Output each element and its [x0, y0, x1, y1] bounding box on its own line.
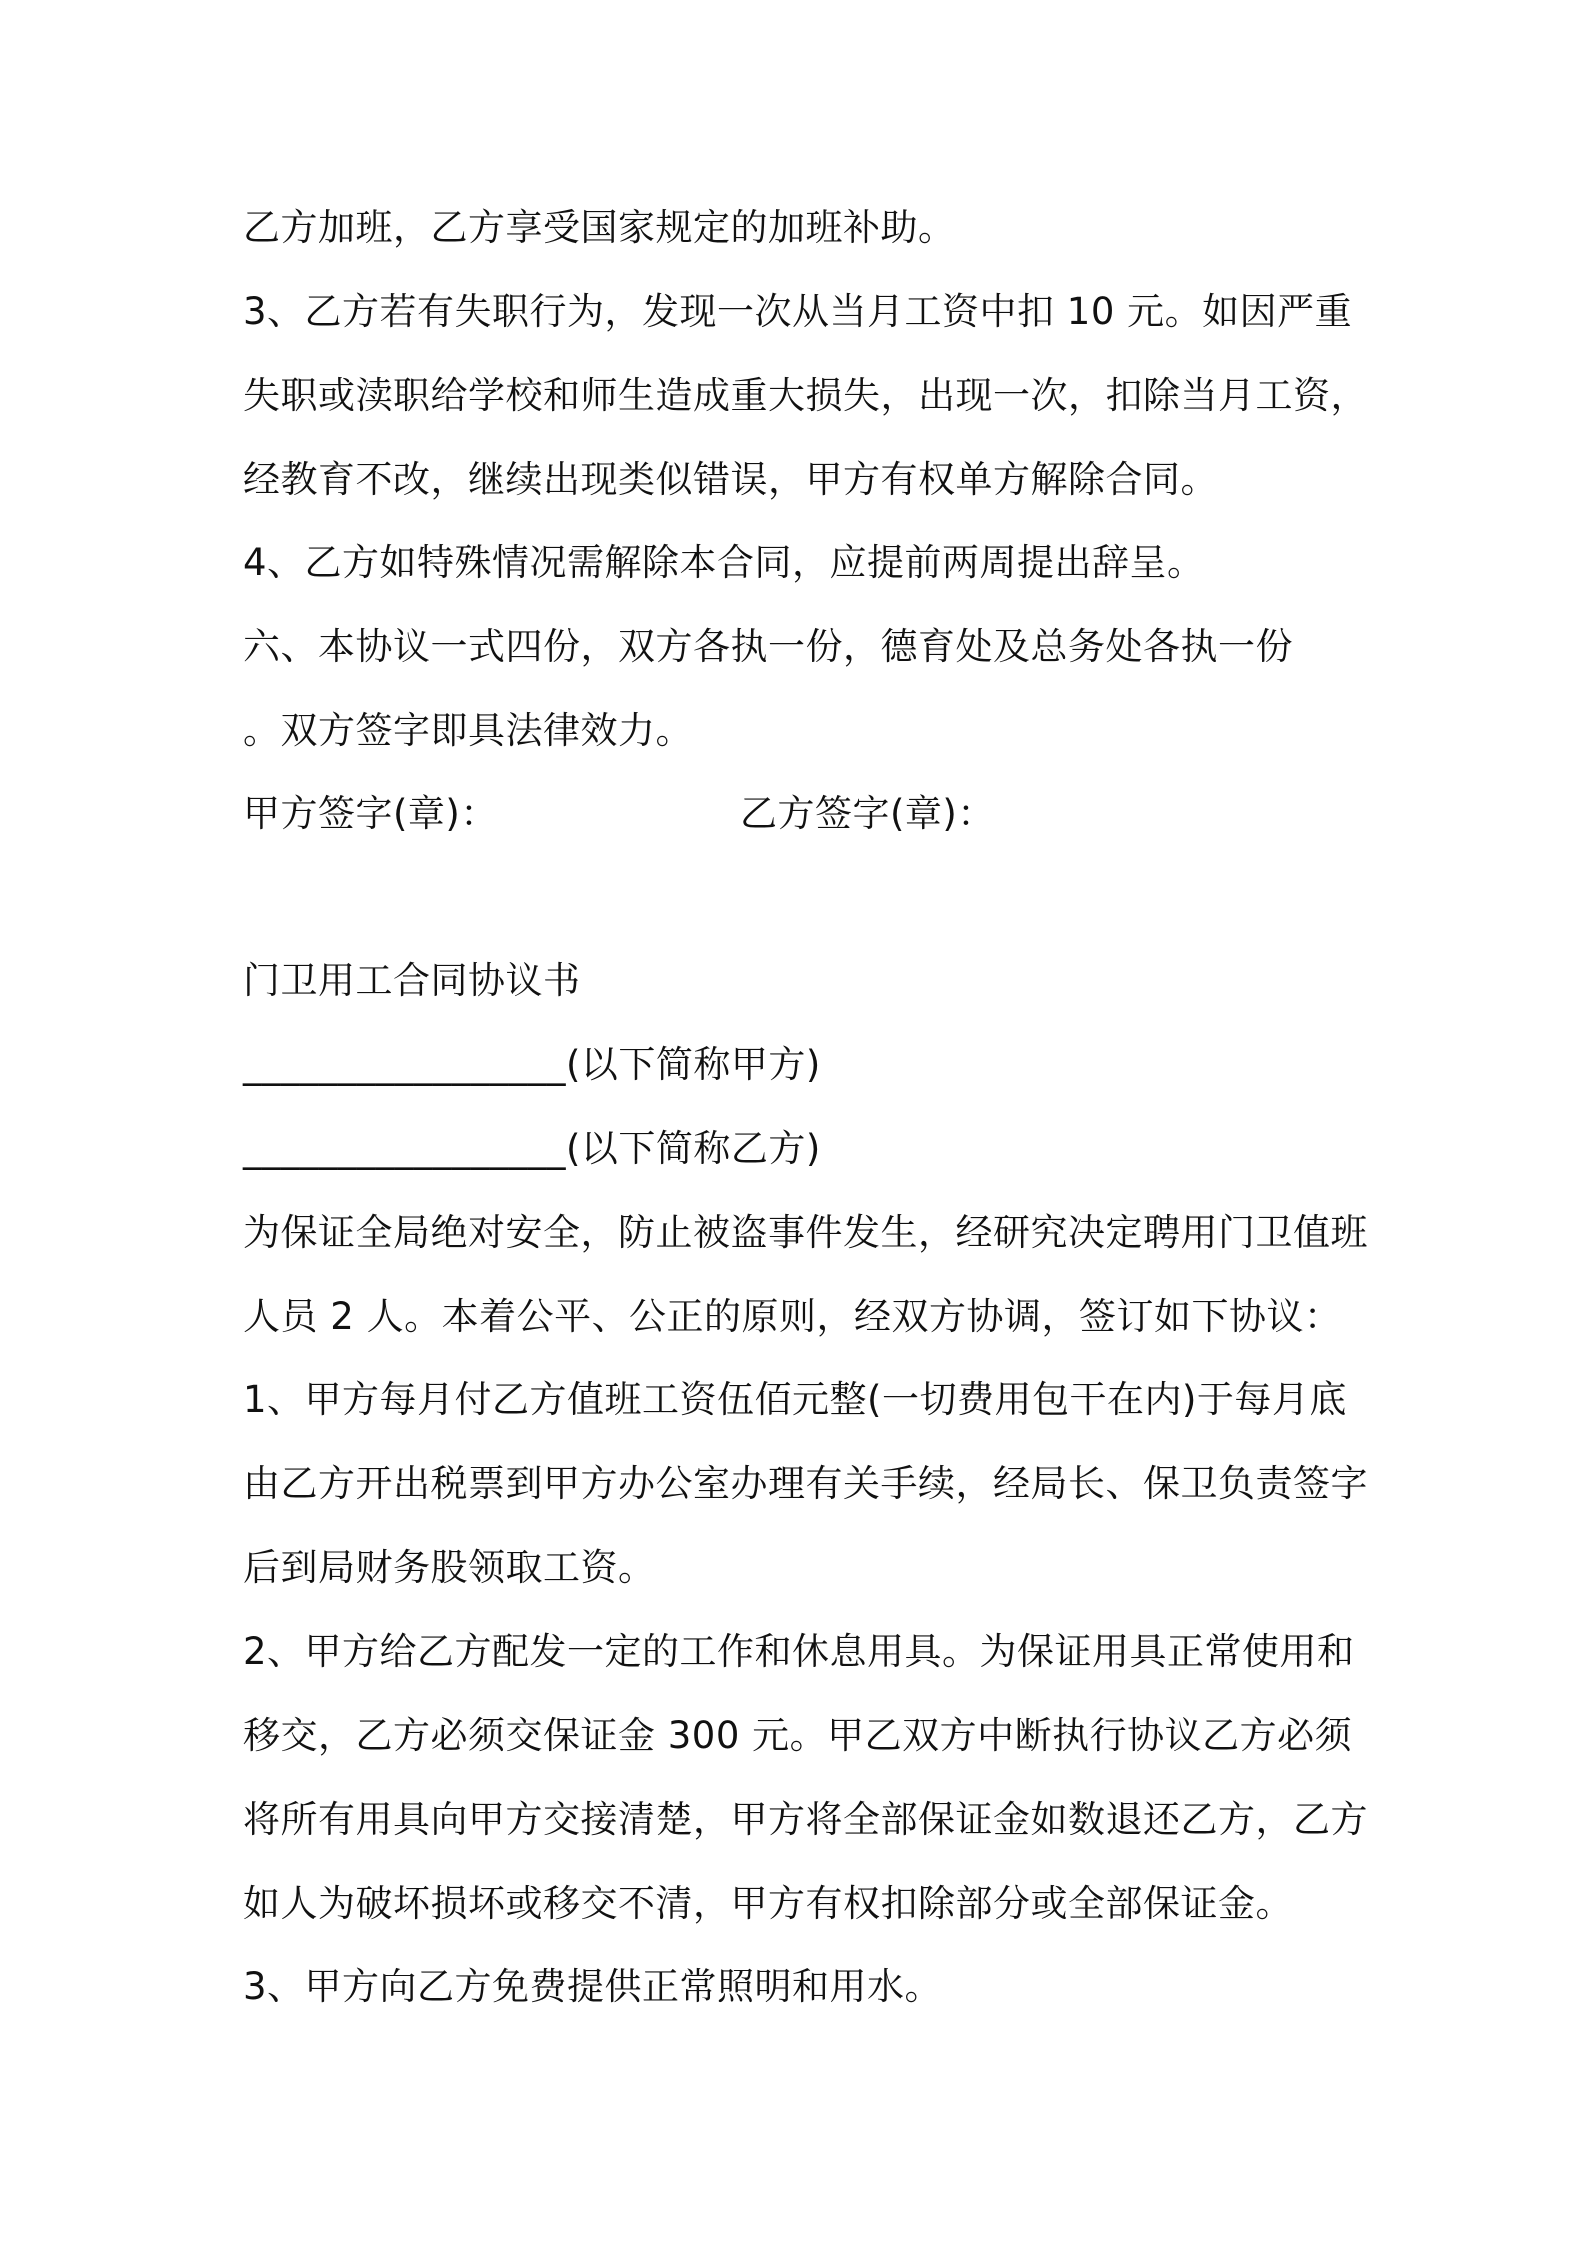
body-line: 人员 2 人。本着公平、公正的原则，经双方协调，签订如下协议： [243, 1295, 1342, 1338]
party-b-signature-label: 乙方签字(章)： [740, 792, 995, 835]
body-line: 如人为破坏损坏或移交不清，甲方有权扣除部分或全部保证金。 [243, 1882, 1293, 1925]
text-line: 经教育不改，继续出现类似错误，甲方有权单方解除合同。 [243, 458, 1218, 501]
body-line: 后到局财务股领取工资。 [243, 1546, 656, 1589]
body-line: 将所有用具向甲方交接清楚，甲方将全部保证金如数退还乙方，乙方 [243, 1798, 1368, 1841]
party-b-line: _________________(以下简称乙方) [243, 1127, 821, 1170]
text-line: 。双方签字即具法律效力。 [243, 709, 693, 752]
body-line: 由乙方开出税票到甲方办公室办理有关手续，经局长、保卫负责签字 [243, 1462, 1368, 1505]
section-title: 门卫用工合同协议书 [243, 959, 581, 1002]
text-line: 3、乙方若有失职行为，发现一次从当月工资中扣 10 元。如因严重 [243, 290, 1353, 333]
text-line: 失职或渎职给学校和师生造成重大损失，出现一次，扣除当月工资， [243, 374, 1368, 417]
party-a-signature-label: 甲方签字(章)： [243, 792, 498, 835]
text-line: 乙方加班，乙方享受国家规定的加班补助。 [243, 206, 956, 249]
body-line: 1、甲方每月付乙方值班工资伍佰元整(一切费用包干在内)于每月底 [243, 1378, 1347, 1421]
body-line: 为保证全局绝对安全，防止被盗事件发生，经研究决定聘用门卫值班 [243, 1211, 1368, 1254]
text-line: 六、本协议一式四份，双方各执一份，德育处及总务处各执一份 [243, 625, 1293, 668]
text-line: 4、乙方如特殊情况需解除本合同，应提前两周提出辞呈。 [243, 541, 1205, 584]
body-line: 移交，乙方必须交保证金 300 元。甲乙双方中断执行协议乙方必须 [243, 1714, 1353, 1757]
body-line: 3、甲方向乙方免费提供正常照明和用水。 [243, 1965, 943, 2008]
body-line: 2、甲方给乙方配发一定的工作和休息用具。为保证用具正常使用和 [243, 1630, 1355, 1673]
party-a-line: _________________(以下简称甲方) [243, 1043, 821, 1086]
